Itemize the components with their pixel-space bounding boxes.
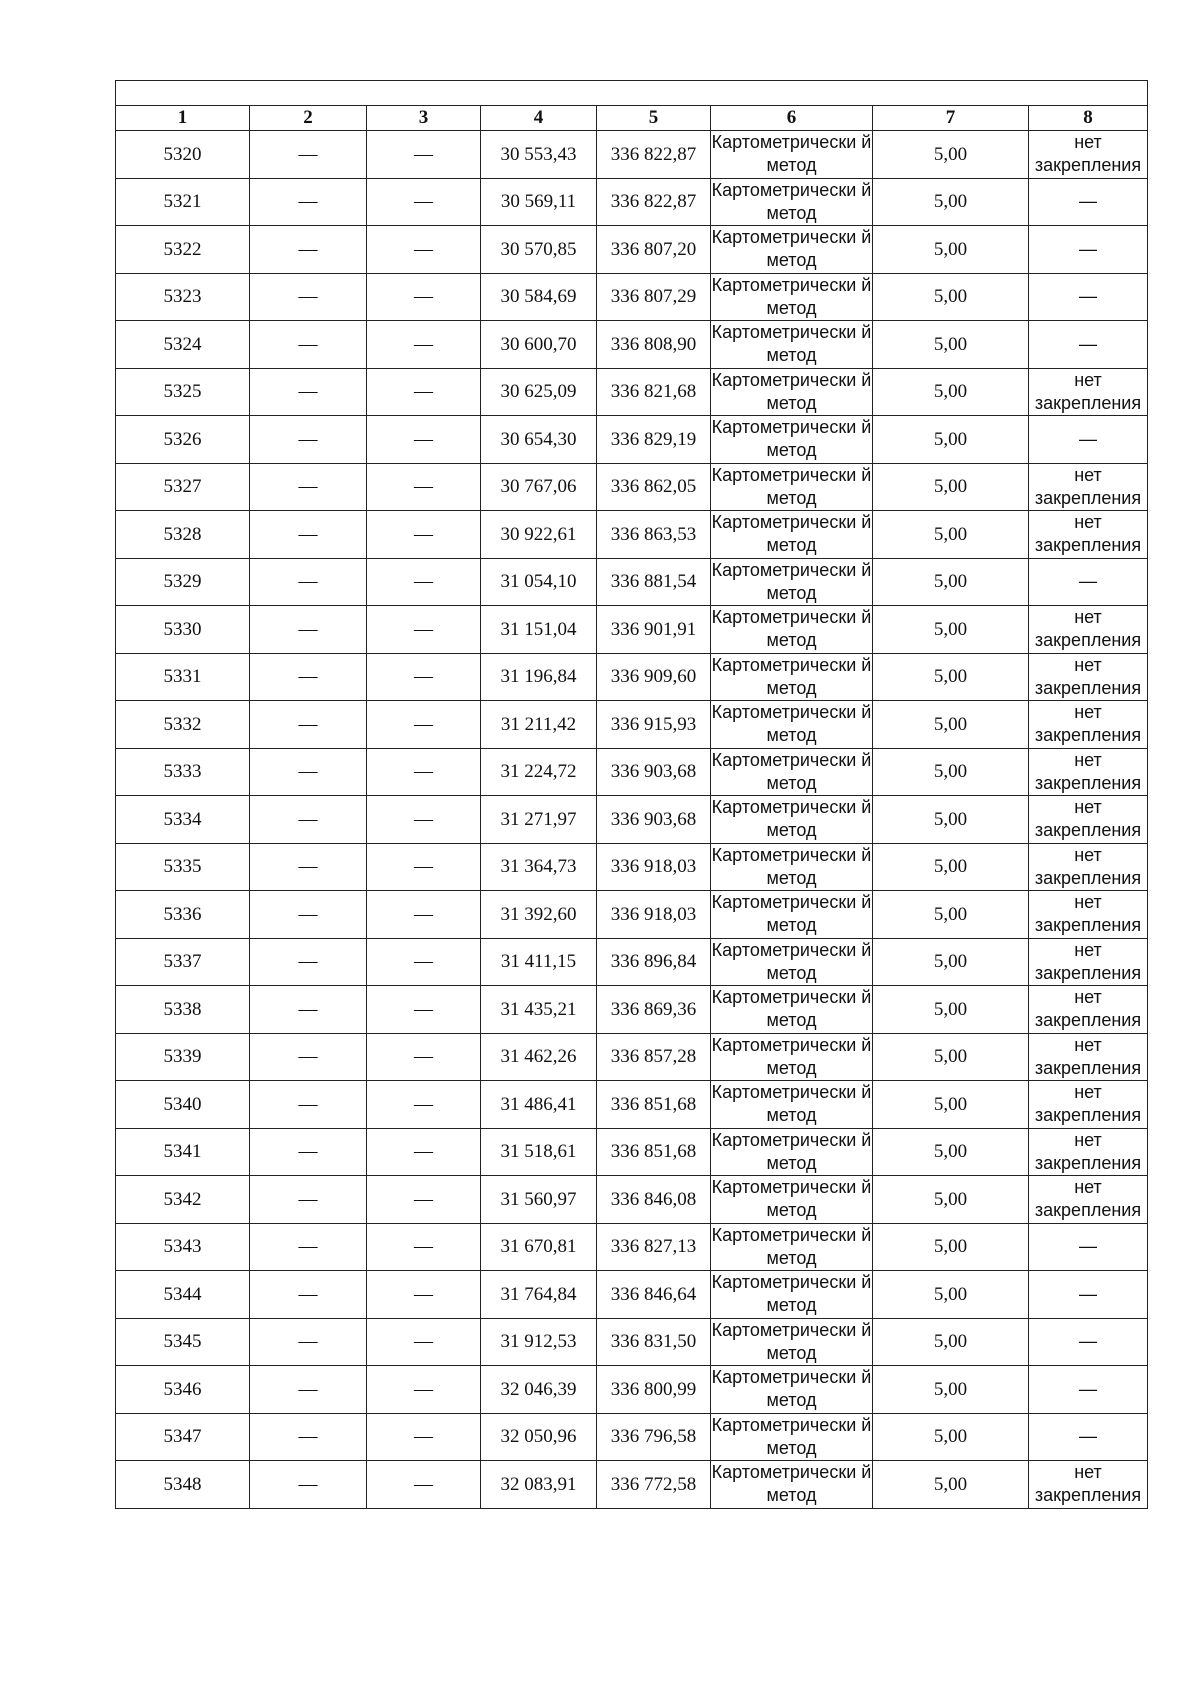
point-number-cell: 5324 [116, 321, 250, 369]
coord-y-cell: 336 827,13 [597, 1223, 711, 1271]
accuracy-cell: 5,00 [873, 748, 1029, 796]
table-row [116, 1128, 1148, 1176]
method-cell: Картометрически й метод [711, 653, 873, 701]
accuracy-cell: 5,00 [873, 131, 1029, 179]
coord-x-cell: 31 392,60 [481, 891, 597, 939]
fixation-cell: — [1029, 321, 1148, 369]
method-cell: Картометрически й метод [711, 1081, 873, 1129]
table-top-row [116, 81, 1148, 106]
col2-value-cell: — [250, 1176, 367, 1224]
fixation-cell: нет закрепления [1029, 986, 1148, 1034]
table-body [116, 81, 1148, 1509]
accuracy-cell: 5,00 [873, 1461, 1029, 1509]
coord-y-cell: 336 772,58 [597, 1461, 711, 1509]
col2-value-cell: — [250, 511, 367, 559]
col3-value-cell: — [367, 321, 481, 369]
accuracy-cell: 5,00 [873, 606, 1029, 654]
accuracy-cell: 5,00 [873, 463, 1029, 511]
table-row [116, 891, 1148, 939]
point-number-cell: 5330 [116, 606, 250, 654]
fixation-cell: нет закрепления [1029, 1081, 1148, 1129]
col3-value-cell: — [367, 178, 481, 226]
col2-value-cell: — [250, 796, 367, 844]
coord-x-cell: 31 560,97 [481, 1176, 597, 1224]
coord-y-cell: 336 831,50 [597, 1318, 711, 1366]
fixation-cell: нет закрепления [1029, 131, 1148, 179]
col3-value-cell: — [367, 1033, 481, 1081]
point-number-cell: 5345 [116, 1318, 250, 1366]
col2-value-cell: — [250, 701, 367, 749]
coord-y-cell: 336 851,68 [597, 1128, 711, 1176]
coord-x-cell: 30 767,06 [481, 463, 597, 511]
coord-x-cell: 31 054,10 [481, 558, 597, 606]
method-cell: Картометрически й метод [711, 606, 873, 654]
col2-value-cell: — [250, 843, 367, 891]
coord-y-cell: 336 915,93 [597, 701, 711, 749]
col3-value-cell: — [367, 131, 481, 179]
coord-x-cell: 31 518,61 [481, 1128, 597, 1176]
accuracy-cell: 5,00 [873, 1413, 1029, 1461]
coord-y-cell: 336 822,87 [597, 178, 711, 226]
col2-value-cell: — [250, 1223, 367, 1271]
point-number-cell: 5332 [116, 701, 250, 749]
point-number-cell: 5333 [116, 748, 250, 796]
coord-y-cell: 336 821,68 [597, 368, 711, 416]
col2-value-cell: — [250, 1461, 367, 1509]
coord-y-cell: 336 807,20 [597, 226, 711, 274]
col2-value-cell: — [250, 226, 367, 274]
point-number-cell: 5327 [116, 463, 250, 511]
point-number-cell: 5338 [116, 986, 250, 1034]
table-row [116, 226, 1148, 274]
column-number-4: 4 [481, 106, 597, 131]
col3-value-cell: — [367, 748, 481, 796]
method-cell: Картометрически й метод [711, 938, 873, 986]
coord-y-cell: 336 796,58 [597, 1413, 711, 1461]
point-number-cell: 5341 [116, 1128, 250, 1176]
point-number-cell: 5325 [116, 368, 250, 416]
table-top-cell [116, 81, 1148, 106]
point-number-cell: 5329 [116, 558, 250, 606]
coord-y-cell: 336 918,03 [597, 891, 711, 939]
accuracy-cell: 5,00 [873, 1128, 1029, 1176]
column-number-5: 5 [597, 106, 711, 131]
coord-y-cell: 336 808,90 [597, 321, 711, 369]
column-number-3: 3 [367, 106, 481, 131]
accuracy-cell: 5,00 [873, 1081, 1029, 1129]
col2-value-cell: — [250, 891, 367, 939]
table-row [116, 606, 1148, 654]
point-number-cell: 5320 [116, 131, 250, 179]
table-row [116, 558, 1148, 606]
col3-value-cell: — [367, 938, 481, 986]
coord-x-cell: 31 411,15 [481, 938, 597, 986]
method-cell: Картометрически й метод [711, 1128, 873, 1176]
fixation-cell: — [1029, 1413, 1148, 1461]
point-number-cell: 5347 [116, 1413, 250, 1461]
column-number-6: 6 [711, 106, 873, 131]
col2-value-cell: — [250, 1318, 367, 1366]
fixation-cell: — [1029, 416, 1148, 464]
coord-x-cell: 32 050,96 [481, 1413, 597, 1461]
coord-x-cell: 30 569,11 [481, 178, 597, 226]
method-cell: Картометрически й метод [711, 1366, 873, 1414]
fixation-cell: нет закрепления [1029, 701, 1148, 749]
point-number-cell: 5339 [116, 1033, 250, 1081]
method-cell: Картометрически й метод [711, 558, 873, 606]
fixation-cell: нет закрепления [1029, 606, 1148, 654]
coord-y-cell: 336 909,60 [597, 653, 711, 701]
table-row [116, 1366, 1148, 1414]
table-row [116, 1081, 1148, 1129]
method-cell: Картометрически й метод [711, 226, 873, 274]
method-cell: Картометрически й метод [711, 273, 873, 321]
table-row [116, 843, 1148, 891]
col2-value-cell: — [250, 416, 367, 464]
table-row [116, 796, 1148, 844]
coord-x-cell: 31 211,42 [481, 701, 597, 749]
col2-value-cell: — [250, 1033, 367, 1081]
col3-value-cell: — [367, 1176, 481, 1224]
coord-x-cell: 30 625,09 [481, 368, 597, 416]
fixation-cell: нет закрепления [1029, 1461, 1148, 1509]
column-number-row [116, 106, 1148, 131]
accuracy-cell: 5,00 [873, 416, 1029, 464]
point-number-cell: 5328 [116, 511, 250, 559]
col2-value-cell: — [250, 321, 367, 369]
fixation-cell: нет закрепления [1029, 938, 1148, 986]
point-number-cell: 5334 [116, 796, 250, 844]
col3-value-cell: — [367, 606, 481, 654]
coord-x-cell: 30 553,43 [481, 131, 597, 179]
coord-x-cell: 31 670,81 [481, 1223, 597, 1271]
table-row [116, 1413, 1148, 1461]
col3-value-cell: — [367, 986, 481, 1034]
point-number-cell: 5342 [116, 1176, 250, 1224]
fixation-cell: — [1029, 558, 1148, 606]
accuracy-cell: 5,00 [873, 1271, 1029, 1319]
method-cell: Картометрически й метод [711, 796, 873, 844]
table-row [116, 1176, 1148, 1224]
method-cell: Картометрически й метод [711, 701, 873, 749]
coord-y-cell: 336 800,99 [597, 1366, 711, 1414]
col2-value-cell: — [250, 606, 367, 654]
col3-value-cell: — [367, 701, 481, 749]
fixation-cell: нет закрепления [1029, 1176, 1148, 1224]
accuracy-cell: 5,00 [873, 368, 1029, 416]
coord-x-cell: 31 196,84 [481, 653, 597, 701]
table-row [116, 1318, 1148, 1366]
table-row [116, 178, 1148, 226]
table-row [116, 653, 1148, 701]
method-cell: Картометрически й метод [711, 1461, 873, 1509]
accuracy-cell: 5,00 [873, 1318, 1029, 1366]
method-cell: Картометрически й метод [711, 321, 873, 369]
column-number-7: 7 [873, 106, 1029, 131]
column-number-1: 1 [116, 106, 250, 131]
method-cell: Картометрически й метод [711, 1223, 873, 1271]
col2-value-cell: — [250, 1271, 367, 1319]
accuracy-cell: 5,00 [873, 986, 1029, 1034]
col3-value-cell: — [367, 843, 481, 891]
coord-x-cell: 31 435,21 [481, 986, 597, 1034]
accuracy-cell: 5,00 [873, 511, 1029, 559]
accuracy-cell: 5,00 [873, 1223, 1029, 1271]
method-cell: Картометрически й метод [711, 748, 873, 796]
accuracy-cell: 5,00 [873, 653, 1029, 701]
coord-y-cell: 336 896,84 [597, 938, 711, 986]
col3-value-cell: — [367, 273, 481, 321]
col2-value-cell: — [250, 1413, 367, 1461]
accuracy-cell: 5,00 [873, 701, 1029, 749]
point-number-cell: 5323 [116, 273, 250, 321]
coord-y-cell: 336 863,53 [597, 511, 711, 559]
col2-value-cell: — [250, 131, 367, 179]
col3-value-cell: — [367, 796, 481, 844]
accuracy-cell: 5,00 [873, 558, 1029, 606]
coord-y-cell: 336 822,87 [597, 131, 711, 179]
col2-value-cell: — [250, 463, 367, 511]
method-cell: Картометрически й метод [711, 1413, 873, 1461]
col3-value-cell: — [367, 1128, 481, 1176]
method-cell: Картометрически й метод [711, 368, 873, 416]
fixation-cell: нет закрепления [1029, 1128, 1148, 1176]
fixation-cell: нет закрепления [1029, 1033, 1148, 1081]
fixation-cell: — [1029, 1366, 1148, 1414]
accuracy-cell: 5,00 [873, 1176, 1029, 1224]
table-row [116, 1223, 1148, 1271]
method-cell: Картометрически й метод [711, 1271, 873, 1319]
col2-value-cell: — [250, 1128, 367, 1176]
fixation-cell: нет закрепления [1029, 891, 1148, 939]
col2-value-cell: — [250, 558, 367, 606]
col2-value-cell: — [250, 368, 367, 416]
coord-y-cell: 336 901,91 [597, 606, 711, 654]
method-cell: Картометрически й метод [711, 891, 873, 939]
col2-value-cell: — [250, 273, 367, 321]
point-number-cell: 5326 [116, 416, 250, 464]
coord-y-cell: 336 903,68 [597, 748, 711, 796]
fixation-cell: нет закрепления [1029, 748, 1148, 796]
point-number-cell: 5343 [116, 1223, 250, 1271]
coord-x-cell: 31 764,84 [481, 1271, 597, 1319]
point-number-cell: 5331 [116, 653, 250, 701]
method-cell: Картометрически й метод [711, 1176, 873, 1224]
point-number-cell: 5321 [116, 178, 250, 226]
fixation-cell: нет закрепления [1029, 796, 1148, 844]
column-number-2: 2 [250, 106, 367, 131]
coord-x-cell: 30 922,61 [481, 511, 597, 559]
coord-x-cell: 31 486,41 [481, 1081, 597, 1129]
accuracy-cell: 5,00 [873, 891, 1029, 939]
table-row [116, 273, 1148, 321]
coord-y-cell: 336 862,05 [597, 463, 711, 511]
column-number-8: 8 [1029, 106, 1148, 131]
coord-y-cell: 336 851,68 [597, 1081, 711, 1129]
coord-y-cell: 336 846,08 [597, 1176, 711, 1224]
fixation-cell: — [1029, 1318, 1148, 1366]
coord-y-cell: 336 846,64 [597, 1271, 711, 1319]
table-row [116, 1271, 1148, 1319]
coord-y-cell: 336 881,54 [597, 558, 711, 606]
fixation-cell: — [1029, 226, 1148, 274]
table-row [116, 1461, 1148, 1509]
coord-x-cell: 32 083,91 [481, 1461, 597, 1509]
point-number-cell: 5335 [116, 843, 250, 891]
accuracy-cell: 5,00 [873, 1366, 1029, 1414]
coord-x-cell: 31 271,97 [481, 796, 597, 844]
col3-value-cell: — [367, 226, 481, 274]
point-number-cell: 5346 [116, 1366, 250, 1414]
col3-value-cell: — [367, 416, 481, 464]
point-number-cell: 5340 [116, 1081, 250, 1129]
col3-value-cell: — [367, 558, 481, 606]
coord-y-cell: 336 857,28 [597, 1033, 711, 1081]
method-cell: Картометрически й метод [711, 416, 873, 464]
col3-value-cell: — [367, 463, 481, 511]
method-cell: Картометрически й метод [711, 843, 873, 891]
fixation-cell: — [1029, 1271, 1148, 1319]
fixation-cell: нет закрепления [1029, 368, 1148, 416]
point-number-cell: 5344 [116, 1271, 250, 1319]
method-cell: Картометрически й метод [711, 131, 873, 179]
accuracy-cell: 5,00 [873, 843, 1029, 891]
coord-y-cell: 336 829,19 [597, 416, 711, 464]
col2-value-cell: — [250, 986, 367, 1034]
point-number-cell: 5322 [116, 226, 250, 274]
col3-value-cell: — [367, 511, 481, 559]
table-row [116, 368, 1148, 416]
fixation-cell: — [1029, 178, 1148, 226]
fixation-cell: нет закрепления [1029, 653, 1148, 701]
col3-value-cell: — [367, 1271, 481, 1319]
fixation-cell: нет закрепления [1029, 511, 1148, 559]
point-number-cell: 5348 [116, 1461, 250, 1509]
fixation-cell: нет закрепления [1029, 463, 1148, 511]
table-row [116, 748, 1148, 796]
table-row [116, 131, 1148, 179]
fixation-cell: — [1029, 1223, 1148, 1271]
coord-x-cell: 31 462,26 [481, 1033, 597, 1081]
point-number-cell: 5337 [116, 938, 250, 986]
col2-value-cell: — [250, 653, 367, 701]
coord-y-cell: 336 918,03 [597, 843, 711, 891]
col3-value-cell: — [367, 368, 481, 416]
method-cell: Картометрически й метод [711, 511, 873, 559]
col2-value-cell: — [250, 748, 367, 796]
coord-y-cell: 336 807,29 [597, 273, 711, 321]
coord-y-cell: 336 903,68 [597, 796, 711, 844]
table-row [116, 321, 1148, 369]
coord-x-cell: 30 570,85 [481, 226, 597, 274]
accuracy-cell: 5,00 [873, 273, 1029, 321]
accuracy-cell: 5,00 [873, 321, 1029, 369]
coord-x-cell: 31 912,53 [481, 1318, 597, 1366]
method-cell: Картометрически й метод [711, 986, 873, 1034]
method-cell: Картометрически й метод [711, 1318, 873, 1366]
accuracy-cell: 5,00 [873, 938, 1029, 986]
accuracy-cell: 5,00 [873, 796, 1029, 844]
fixation-cell: нет закрепления [1029, 843, 1148, 891]
table-row [116, 416, 1148, 464]
coord-y-cell: 336 869,36 [597, 986, 711, 1034]
table-row [116, 986, 1148, 1034]
coord-x-cell: 31 364,73 [481, 843, 597, 891]
method-cell: Картометрически й метод [711, 1033, 873, 1081]
coord-x-cell: 31 224,72 [481, 748, 597, 796]
col2-value-cell: — [250, 1366, 367, 1414]
fixation-cell: — [1029, 273, 1148, 321]
coordinates-table [115, 80, 1148, 1509]
table-row [116, 463, 1148, 511]
accuracy-cell: 5,00 [873, 178, 1029, 226]
point-number-cell: 5336 [116, 891, 250, 939]
accuracy-cell: 5,00 [873, 226, 1029, 274]
coord-x-cell: 30 584,69 [481, 273, 597, 321]
col3-value-cell: — [367, 1081, 481, 1129]
accuracy-cell: 5,00 [873, 1033, 1029, 1081]
coord-x-cell: 30 654,30 [481, 416, 597, 464]
col2-value-cell: — [250, 1081, 367, 1129]
table-row [116, 1033, 1148, 1081]
col3-value-cell: — [367, 1413, 481, 1461]
coord-x-cell: 30 600,70 [481, 321, 597, 369]
col3-value-cell: — [367, 653, 481, 701]
col3-value-cell: — [367, 1318, 481, 1366]
col3-value-cell: — [367, 1223, 481, 1271]
method-cell: Картометрически й метод [711, 178, 873, 226]
col2-value-cell: — [250, 178, 367, 226]
col3-value-cell: — [367, 1461, 481, 1509]
col3-value-cell: — [367, 1366, 481, 1414]
col3-value-cell: — [367, 891, 481, 939]
coord-x-cell: 31 151,04 [481, 606, 597, 654]
col2-value-cell: — [250, 938, 367, 986]
table-row [116, 701, 1148, 749]
table-row [116, 938, 1148, 986]
table-row [116, 511, 1148, 559]
coord-x-cell: 32 046,39 [481, 1366, 597, 1414]
method-cell: Картометрически й метод [711, 463, 873, 511]
